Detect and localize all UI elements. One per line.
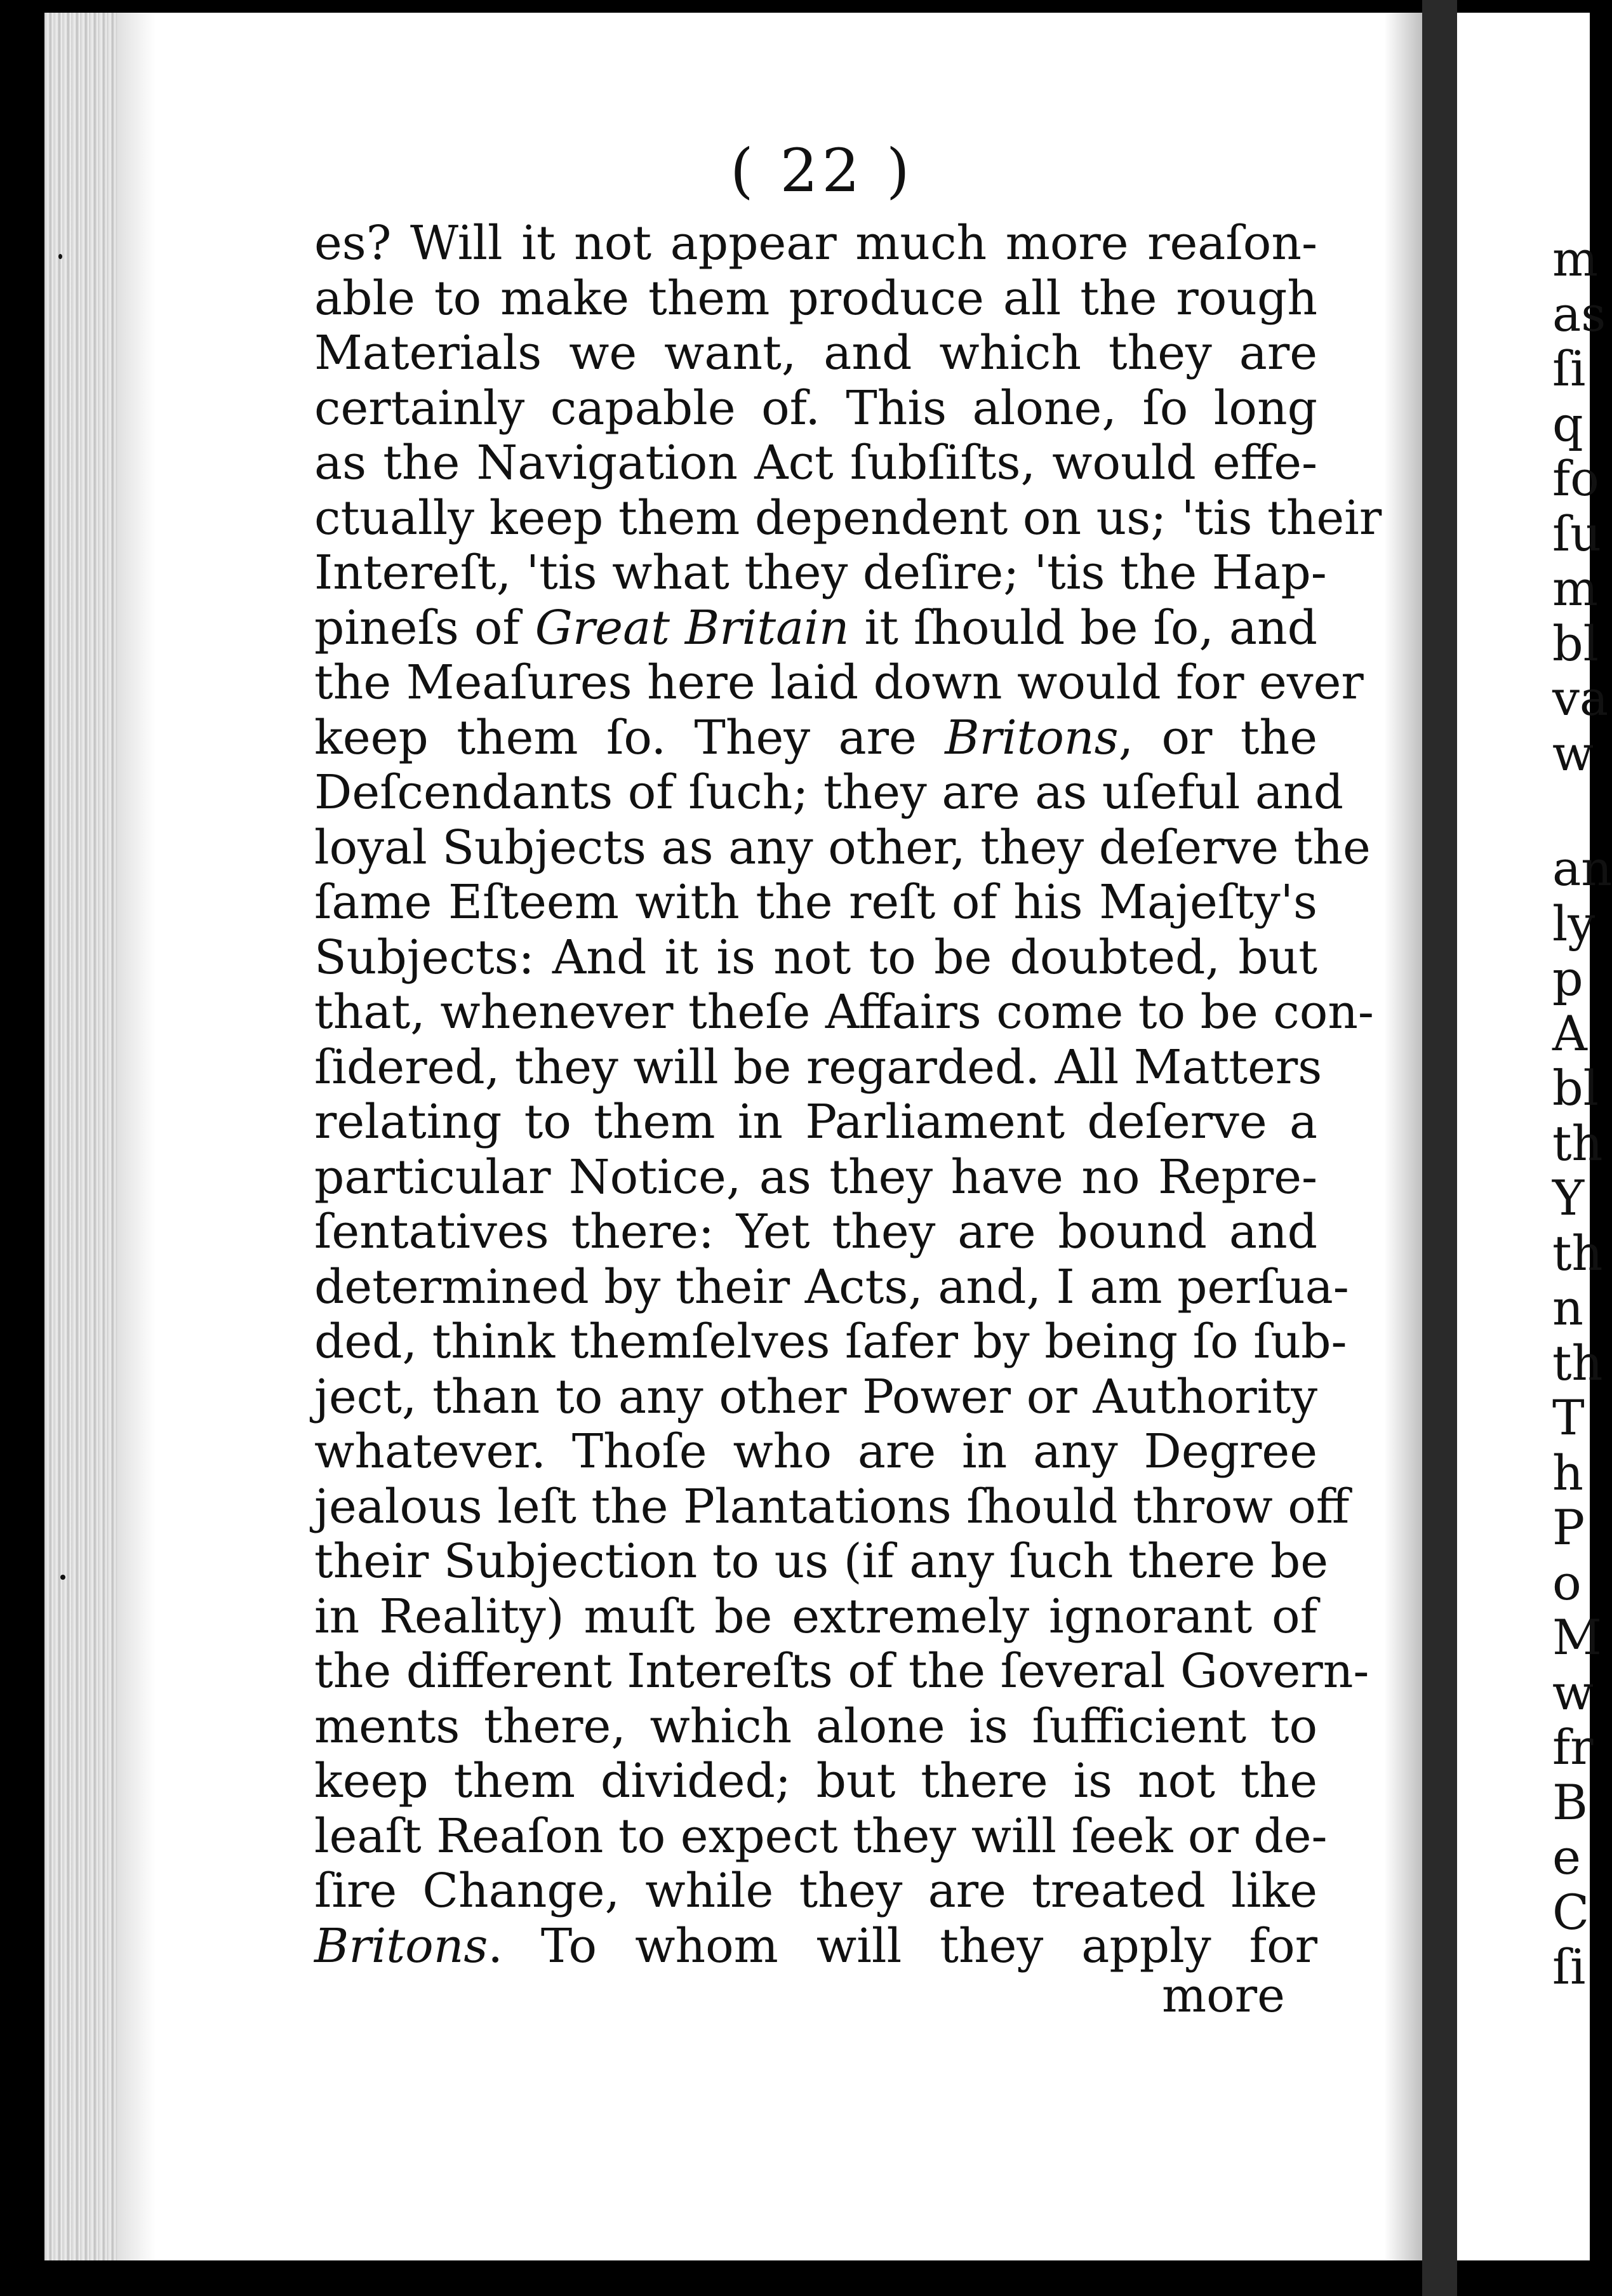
text-line: Subjects: And it is not to be doubted, but xyxy=(314,930,1317,985)
facing-page-fragment: h xyxy=(1552,1444,1583,1501)
margin-speck xyxy=(58,254,62,259)
facing-page-fragment: th xyxy=(1552,1334,1603,1391)
text-line: ſidered, they will be regarded. All Matters xyxy=(314,1039,1322,1095)
text-line: ded, think themſelves ſafer by being ſo ſub- xyxy=(314,1314,1347,1369)
text-line: determined by their Acts, and, I am perſua- xyxy=(314,1259,1349,1314)
text-line: ments there, which alone is ſufficient to xyxy=(314,1699,1317,1754)
facing-page-fragment: w xyxy=(1552,724,1594,782)
catchword: more xyxy=(1162,1968,1285,2023)
facing-page-fragment: e xyxy=(1552,1829,1581,1885)
text-line: ſame Eſteem with the reſt of his Majeſty's xyxy=(314,875,1317,930)
text-line: es? Will it not appear much more reaſon- xyxy=(314,216,1317,270)
facing-page xyxy=(1457,13,1612,2260)
facing-page-fragment: B xyxy=(1552,1773,1588,1831)
text-line: their Subjection to us (if any ſuch there be xyxy=(314,1534,1329,1589)
text-line: Deſcendants of ſuch; they are as uſeful and xyxy=(314,765,1344,820)
text-line: keep them divided; but there is not the xyxy=(314,1754,1317,1808)
page-gap xyxy=(1422,0,1457,2296)
facing-page-fragment: bl xyxy=(1552,1060,1599,1116)
text-line: ſire Change, while they are treated like xyxy=(314,1864,1317,1918)
facing-page-fragment: n xyxy=(1552,1279,1583,1336)
body-text xyxy=(314,216,1382,1973)
gutter-shadow xyxy=(117,13,156,2260)
facing-page-fragment: T xyxy=(1552,1389,1585,1446)
text-line: loyal Subjects as any other, they deſerve the xyxy=(314,820,1371,875)
facing-page-fragment: ſi xyxy=(1552,1939,1586,1995)
text-line: Britons. To whom will they apply for xyxy=(314,1918,1317,1973)
facing-page-fragment: m xyxy=(1552,560,1599,617)
facing-page-fragment: fr xyxy=(1552,1719,1594,1775)
facing-page-fragment: A xyxy=(1552,1005,1587,1062)
facing-page-fragment: C xyxy=(1552,1883,1590,1940)
facing-page-fragment: as xyxy=(1552,285,1606,342)
facing-page-fragment: ſi xyxy=(1552,340,1586,397)
text-line: whatever. Thoſe who are in any Degree xyxy=(314,1424,1317,1479)
facing-page-fragment: bl xyxy=(1552,615,1599,672)
facing-page-fragment: ly xyxy=(1552,895,1595,952)
text-line: in Reality) muſt be extremely ignorant of xyxy=(314,1589,1317,1644)
page-gutter xyxy=(44,13,117,2260)
text-line: the Meaſures here laid down would for ever xyxy=(314,655,1364,710)
text-line: keep them ſo. They are Britons, or the xyxy=(314,710,1317,765)
text-line: jealous leſt the Plantations ſhould throw off xyxy=(314,1479,1350,1534)
facing-page-fragment: an xyxy=(1552,840,1612,897)
text-line: the different Intereſts of the ſeveral Govern- xyxy=(314,1644,1369,1699)
facing-page-fragment: Y xyxy=(1552,1170,1585,1226)
facing-page-fragment: m xyxy=(1552,230,1599,287)
facing-page-fragment: p xyxy=(1552,950,1583,1006)
spine-shadow xyxy=(1384,13,1422,2260)
facing-page-fragment: P xyxy=(1552,1499,1585,1556)
text-line: relating to them in Parliament deſerve a xyxy=(314,1095,1317,1149)
text-line: particular Notice, as they have no Repre- xyxy=(314,1149,1317,1205)
page-number: ( 22 ) xyxy=(730,137,914,206)
facing-page-fragment: ſu xyxy=(1552,505,1602,562)
facing-page-fragment: va xyxy=(1552,670,1609,726)
facing-page-fragment: w xyxy=(1552,1664,1594,1721)
text-line: certainly capable of. This alone, ſo long xyxy=(314,380,1317,436)
margin-speck xyxy=(60,1575,65,1580)
facing-page-fragment: o xyxy=(1552,1554,1582,1611)
text-line: ject, than to any other Power or Authority xyxy=(314,1369,1317,1424)
text-line: that, whenever theſe Affairs come to be con- xyxy=(314,985,1374,1039)
text-line: Intereſt, 'tis what they deſire; 'tis the Hap- xyxy=(314,545,1327,600)
text-line: able to make them produce all the rough xyxy=(314,270,1317,326)
facing-page-fragment: fo xyxy=(1552,450,1599,507)
text-line: Materials we want, and which they are xyxy=(314,326,1317,380)
text-line: ctually keep them dependent on us; 'tis their xyxy=(314,490,1382,545)
facing-page-fragment: M xyxy=(1552,1609,1602,1665)
facing-page-fragment: q xyxy=(1552,395,1583,452)
text-line: as the Navigation Act ſubſiſts, would effe- xyxy=(314,436,1317,490)
text-line: pineſs of Great Britain it ſhould be ſo, and xyxy=(314,600,1318,655)
text-line: leaſt Reaſon to expect they will ſeek or de- xyxy=(314,1808,1328,1864)
facing-page-fragment: th xyxy=(1552,1114,1603,1171)
text-line: ſentatives there: Yet they are bound and xyxy=(314,1205,1317,1259)
facing-page-fragment: th xyxy=(1552,1224,1603,1281)
